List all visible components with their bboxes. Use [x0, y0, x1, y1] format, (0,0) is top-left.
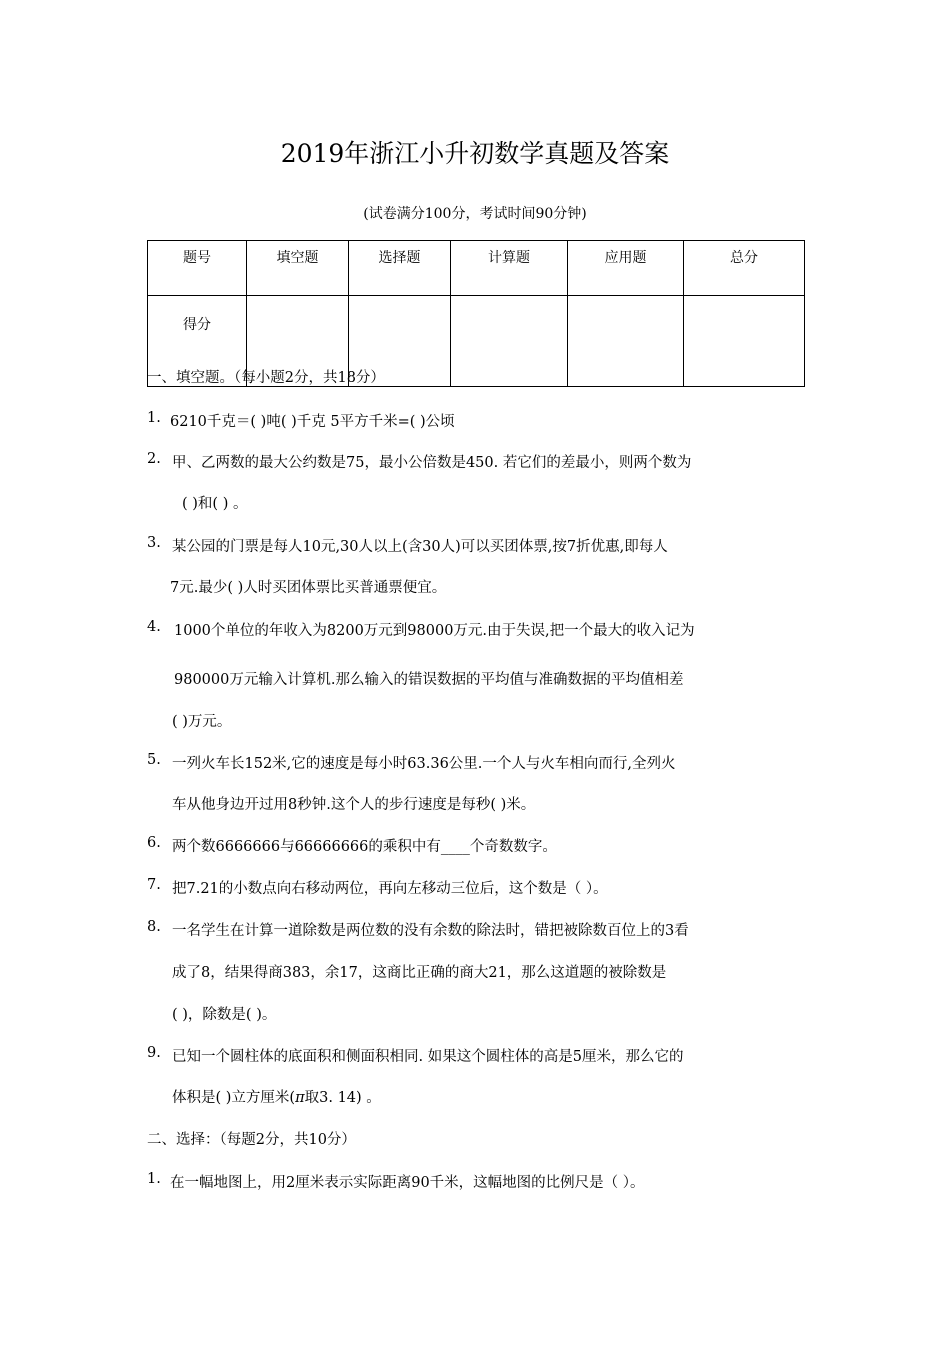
score-header-cell: 总分 — [684, 241, 805, 296]
question-number: 6. — [147, 835, 161, 851]
question-text: ( )，除数是( )。 — [172, 1007, 277, 1023]
score-row-label: 得分 — [148, 296, 247, 387]
question-number: 1. — [147, 1171, 161, 1187]
score-header-cell: 选择题 — [349, 241, 451, 296]
page-title: 2019年浙江小升初数学真题及答案 — [280, 139, 670, 168]
question-text: 某公园的门票是每人10元,30人以上(含30人)可以买团体票,按7折优惠,即每人 — [172, 539, 668, 555]
question-number: 8. — [147, 919, 161, 935]
page-subtitle: (试卷满分100分，考试时间90分钟) — [363, 206, 587, 222]
question-text-line — [172, 1086, 381, 1107]
section2-heading: 二、选择：（每题2分，共10分） — [147, 1132, 356, 1148]
score-header-cell: 填空题 — [247, 241, 349, 296]
score-cell-app[interactable] — [568, 296, 684, 387]
question-text: 6210千克＝( )吨( )千克 5平方千米=( )公顷 — [170, 414, 455, 430]
pi-symbol: π — [295, 1090, 305, 1106]
question-text: 车从他身边开过用8秒钟.这个人的步行速度是每秒( )米。 — [172, 797, 536, 813]
question-text: 体积是( )立方厘米( — [172, 1090, 296, 1106]
question-text: 1000个单位的年收入为8200万元到98000万元.由于失误,把一个最大的收入记为 — [174, 623, 695, 639]
question-number: 3. — [147, 535, 161, 551]
question-number: 1. — [147, 410, 161, 426]
question-text: 980000万元输入计算机.那么输入的错误数据的平均值与准确数据的平均值相差 — [174, 672, 684, 688]
score-cell-total[interactable] — [684, 296, 805, 387]
section1-heading: 一、填空题。（每小题2分，共18分） — [147, 370, 385, 386]
question-text: 在一幅地图上，用2厘米表示实际距离90千米，这幅地图的比例尺是（ ）。 — [170, 1175, 645, 1191]
question-text: ( )和( ) 。 — [182, 496, 248, 512]
question-text: 一列火车长152米,它的速度是每小时63.36公里.一个人与火车相向而行,全列火 — [172, 756, 676, 772]
question-number: 7. — [147, 877, 161, 893]
question-text: 取3. 14) 。 — [304, 1090, 381, 1106]
question-text: 7元.最少( )人时买团体票比买普通票便宜。 — [170, 580, 447, 596]
score-header-cell: 计算题 — [451, 241, 568, 296]
question-text: 甲、乙两数的最大公约数是75，最小公倍数是450. 若它们的差最小，则两个数为 — [172, 455, 692, 471]
score-header-cell: 应用题 — [568, 241, 684, 296]
question-text: 成了8，结果得商383，余17，这商比正确的商大21，那么这道题的被除数是 — [172, 965, 667, 981]
question-number: 9. — [147, 1045, 161, 1061]
question-number: 5. — [147, 752, 161, 768]
question-text: ( )万元。 — [172, 714, 232, 730]
question-text: 把7.21的小数点向右移动两位，再向左移动三位后，这个数是（ ）。 — [172, 881, 608, 897]
question-text: 已知一个圆柱体的底面积和侧面积相同. 如果这个圆柱体的高是5厘米，那么它的 — [172, 1049, 684, 1065]
score-table — [147, 240, 805, 387]
score-table-header-row — [148, 241, 805, 296]
question-text: 一名学生在计算一道除数是两位数的没有余数的除法时，错把被除数百位上的3看 — [172, 923, 689, 939]
score-header-cell: 题号 — [148, 241, 247, 296]
question-number: 4. — [147, 619, 161, 635]
question-number: 2. — [147, 451, 161, 467]
score-cell-calc[interactable] — [451, 296, 568, 387]
question-text: 两个数6666666与66666666的乘积中有____个奇数数字。 — [172, 839, 557, 855]
